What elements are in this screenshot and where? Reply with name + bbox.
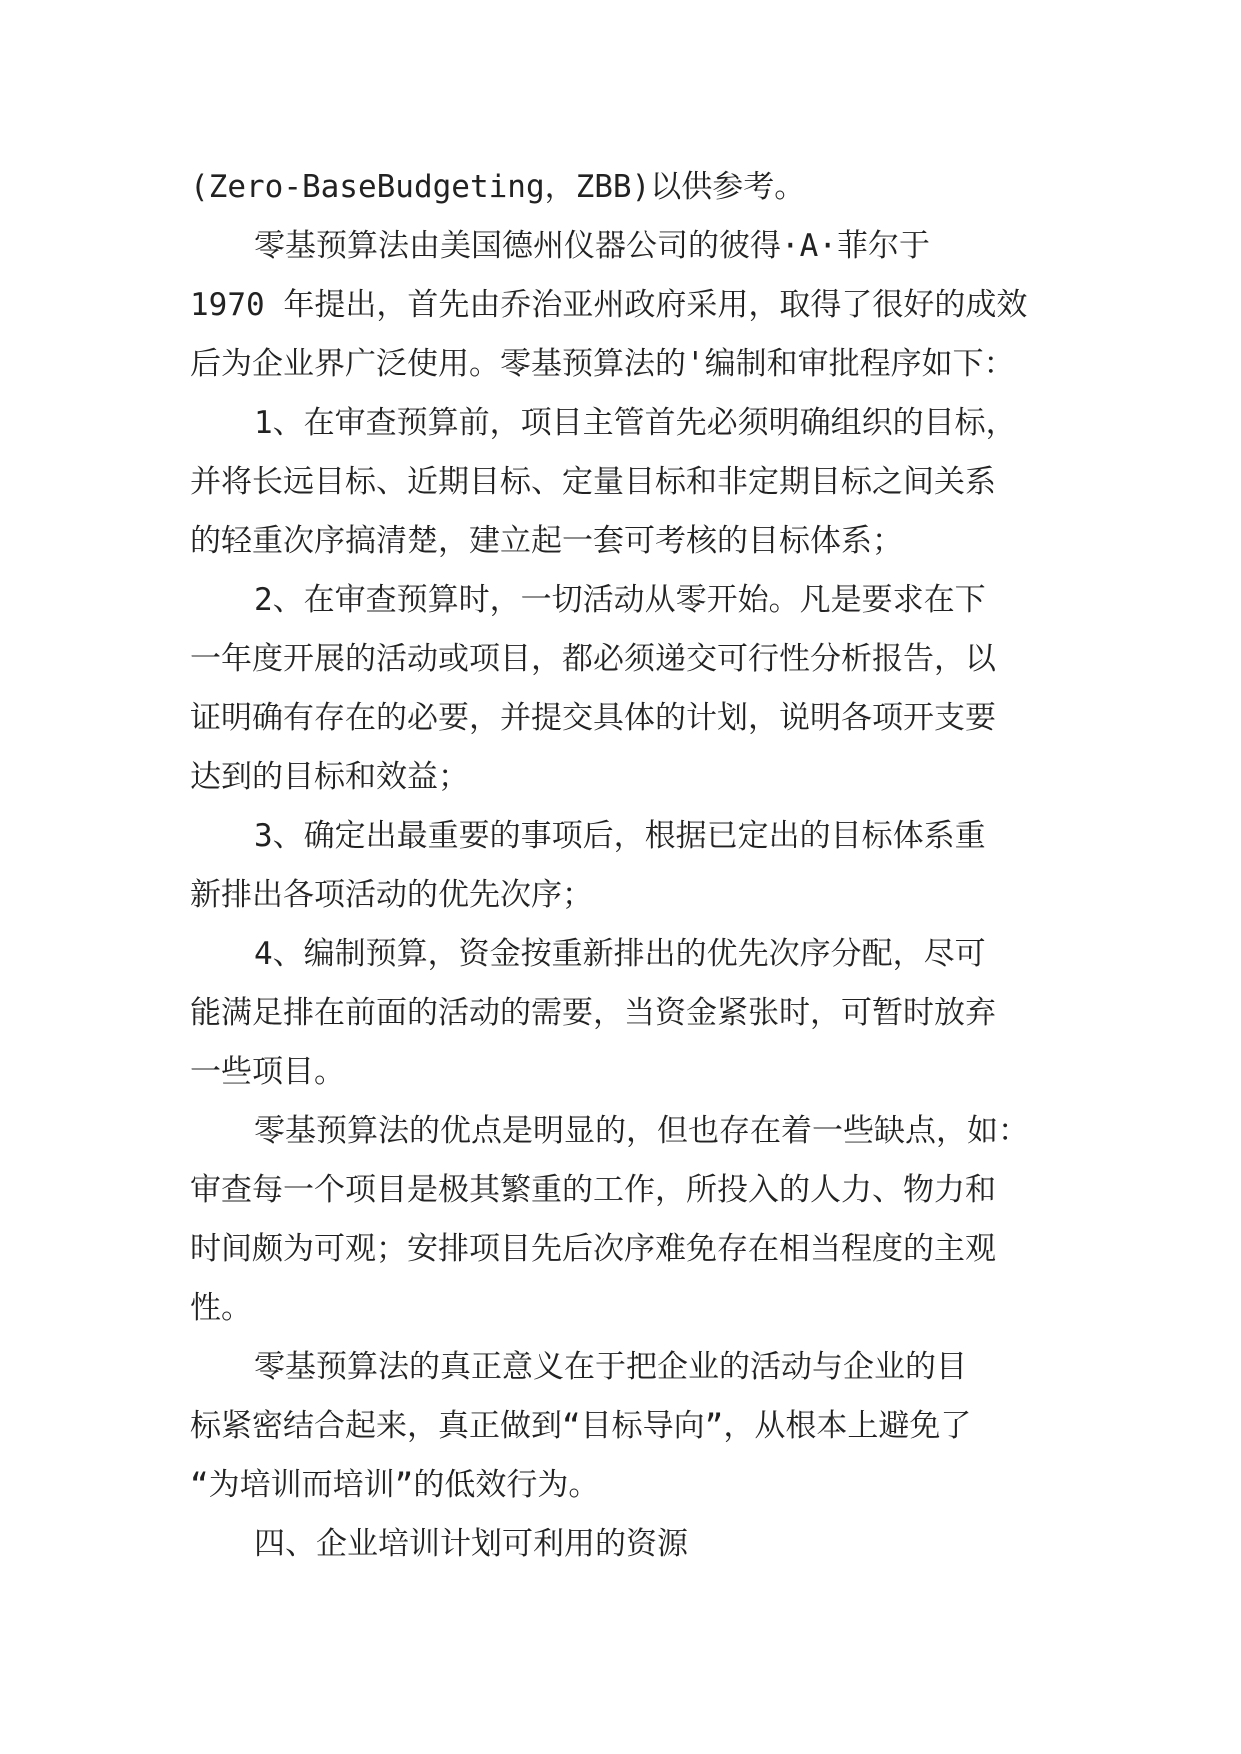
paragraph-step-1	[190, 394, 1050, 571]
text-line: 3、确定出最重要的事项后，根据已定出的目标体系重	[254, 818, 986, 854]
text-line: 2、在审查预算时，一切活动从零开始。凡是要求在下	[254, 582, 986, 618]
paragraph-significance	[190, 1338, 1050, 1515]
paragraph-pros-cons	[190, 1102, 1050, 1338]
text-line: 零基预算法的真正意义在于把企业的活动与企业的目	[254, 1349, 967, 1385]
text-line: 后为企业界广泛使用。零基预算法的'编制和审批程序如下：	[190, 346, 1015, 382]
text-line: “为培训而培训”的低效行为。	[190, 1467, 600, 1503]
text-line: (Zero-BaseBudgeting，ZBB)以供参考。	[190, 169, 806, 205]
text-line: 并将长远目标、近期目标、定量目标和非定期目标之间关系	[190, 464, 996, 500]
text-line: 达到的目标和效益；	[190, 759, 469, 795]
text-line: 标紧密结合起来，真正做到“目标导向”，从根本上避免了	[190, 1408, 972, 1444]
paragraph-step-4	[190, 925, 1050, 1102]
text-line: 零基预算法由美国德州仪器公司的彼得·A·菲尔于	[254, 228, 930, 264]
text-line: 审查每一个项目是极其繁重的工作，所投入的人力、物力和	[190, 1172, 996, 1208]
text-line: 1、在审查预算前，项目主管首先必须明确组织的目标，	[254, 405, 1017, 441]
text-line: 的轻重次序搞清楚，建立起一套可考核的目标体系；	[190, 523, 903, 559]
document-body	[190, 158, 1050, 1574]
paragraph-step-2	[190, 571, 1050, 807]
text-line: 零基预算法的优点是明显的，但也存在着一些缺点，如：	[254, 1113, 1029, 1149]
text-line: 1970 年提出，首先由乔治亚州政府采用，取得了很好的成效	[190, 287, 1028, 323]
text-line: 能满足排在前面的活动的需要，当资金紧张时，可暂时放弃	[190, 995, 996, 1031]
section-heading: 四、企业培训计划可利用的资源	[254, 1526, 688, 1562]
text-line: 4、编制预算，资金按重新排出的优先次序分配，尽可	[254, 936, 986, 972]
text-line: 性。	[190, 1290, 252, 1326]
paragraph-zbb-origin	[190, 217, 1050, 394]
paragraph-step-3	[190, 807, 1050, 925]
paragraph-zbb-intro	[190, 158, 1050, 217]
text-line: 证明确有存在的必要，并提交具体的计划，说明各项开支要	[190, 700, 996, 736]
text-line: 一年度开展的活动或项目，都必须递交可行性分析报告，以	[190, 641, 996, 677]
text-line: 时间颇为可观；安排项目先后次序难免存在相当程度的主观	[190, 1231, 996, 1267]
text-line: 一些项目。	[190, 1054, 345, 1090]
text-line: 新排出各项活动的优先次序；	[190, 877, 593, 913]
